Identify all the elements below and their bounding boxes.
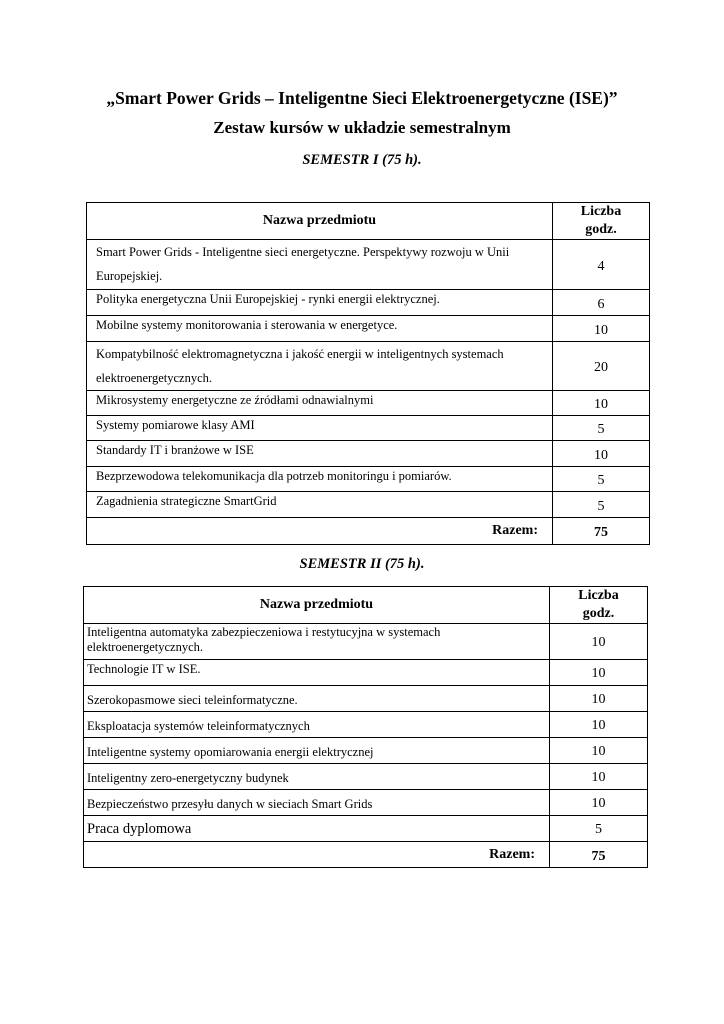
total-label: Razem:	[84, 842, 550, 868]
course-hours: 10	[553, 316, 650, 342]
table-row	[87, 342, 650, 391]
table-row	[87, 467, 650, 492]
course-hours: 5	[553, 492, 650, 518]
total-value: 75	[550, 842, 648, 868]
course-name: Inteligentna automatyka zabezpieczeniowa i restytucyjna w systemach elektroenergetycznych.	[84, 624, 550, 660]
course-hours: 6	[553, 290, 650, 316]
table-row	[84, 738, 648, 764]
course-name: Praca dyplomowa	[84, 816, 550, 842]
course-name: Eksploatacja systemów teleinformatycznych	[84, 712, 550, 738]
course-hours: 5	[550, 816, 648, 842]
course-name: Inteligentne systemy opomiarowania energii elektrycznej	[84, 738, 550, 764]
course-hours: 10	[550, 686, 648, 712]
course-hours: 10	[550, 624, 648, 660]
course-name: Standardy IT i branżowe w ISE	[87, 441, 553, 467]
course-name: Bezprzewodowa telekomunikacja dla potrzeb monitoringu i pomiarów.	[87, 467, 553, 492]
table-header-row	[84, 587, 648, 624]
table-row	[84, 660, 648, 686]
semester-1-heading: SEMESTR I (75 h).	[302, 152, 422, 168]
table-total-row	[87, 518, 650, 545]
table-row	[87, 441, 650, 467]
column-header-hours	[553, 203, 650, 240]
course-name: Zagadnienia strategiczne SmartGrid	[87, 492, 553, 518]
course-name: Kompatybilność elektromagnetyczna i jakość energii w inteligentnych systemach elektroenergetycznych.	[87, 342, 553, 391]
total-value: 75	[553, 518, 650, 545]
course-hours: 10	[550, 712, 648, 738]
table-row	[87, 492, 650, 518]
course-hours: 4	[553, 240, 650, 290]
course-name: Bezpieczeństwo przesyłu danych w sieciach Smart Grids	[84, 790, 550, 816]
table-header-row	[87, 203, 650, 240]
course-name: Szerokopasmowe sieci teleinformatyczne.	[84, 686, 550, 712]
total-label: Razem:	[87, 518, 553, 545]
column-header-hours-line2: godz.	[585, 222, 617, 237]
course-name: Mikrosystemy energetyczne ze źródłami odnawialnymi	[87, 391, 553, 416]
course-name: Smart Power Grids - Inteligentne sieci energetyczne. Perspektywy rozwoju w Unii Europejskiej.	[87, 240, 553, 290]
course-hours: 10	[550, 764, 648, 790]
document-subtitle: Zestaw kursów w układzie semestralnym	[213, 118, 511, 137]
table-row	[84, 816, 648, 842]
course-hours: 10	[550, 660, 648, 686]
table-row	[87, 240, 650, 290]
course-hours: 5	[553, 467, 650, 492]
column-header-hours	[550, 587, 648, 624]
course-hours: 10	[553, 391, 650, 416]
column-header-hours-line1: Liczba	[580, 204, 622, 219]
table-total-row	[84, 842, 648, 868]
table-row	[84, 764, 648, 790]
course-hours: 20	[553, 342, 650, 391]
table-row	[84, 686, 648, 712]
column-header-name: Nazwa przedmiotu	[84, 587, 550, 624]
column-header-hours-line2: godz.	[582, 606, 615, 621]
semester-1-table	[86, 202, 650, 545]
course-name: Polityka energetyczna Unii Europejskiej - rynki energii elektrycznej.	[87, 290, 553, 316]
course-name: Systemy pomiarowe klasy AMI	[87, 416, 553, 441]
course-hours: 5	[553, 416, 650, 441]
semester-2-heading: SEMESTR II (75 h).	[299, 556, 425, 572]
course-name: Technologie IT w ISE.	[84, 660, 550, 686]
course-name: Inteligentny zero-energetyczny budynek	[84, 764, 550, 790]
document-title: „Smart Power Grids – Inteligentne Sieci Elektroenergetyczne (ISE)”	[106, 88, 618, 108]
table-row	[87, 316, 650, 342]
column-header-hours-line1: Liczba	[578, 588, 619, 603]
table-row	[84, 790, 648, 816]
semester-2-table	[83, 586, 648, 868]
course-hours: 10	[550, 738, 648, 764]
table-row	[87, 416, 650, 441]
table-row	[84, 624, 648, 660]
column-header-name: Nazwa przedmiotu	[87, 203, 553, 240]
course-name: Mobilne systemy monitorowania i sterowania w energetyce.	[87, 316, 553, 342]
course-hours: 10	[550, 790, 648, 816]
table-row	[87, 290, 650, 316]
table-row	[84, 712, 648, 738]
course-hours: 10	[553, 441, 650, 467]
table-row	[87, 391, 650, 416]
